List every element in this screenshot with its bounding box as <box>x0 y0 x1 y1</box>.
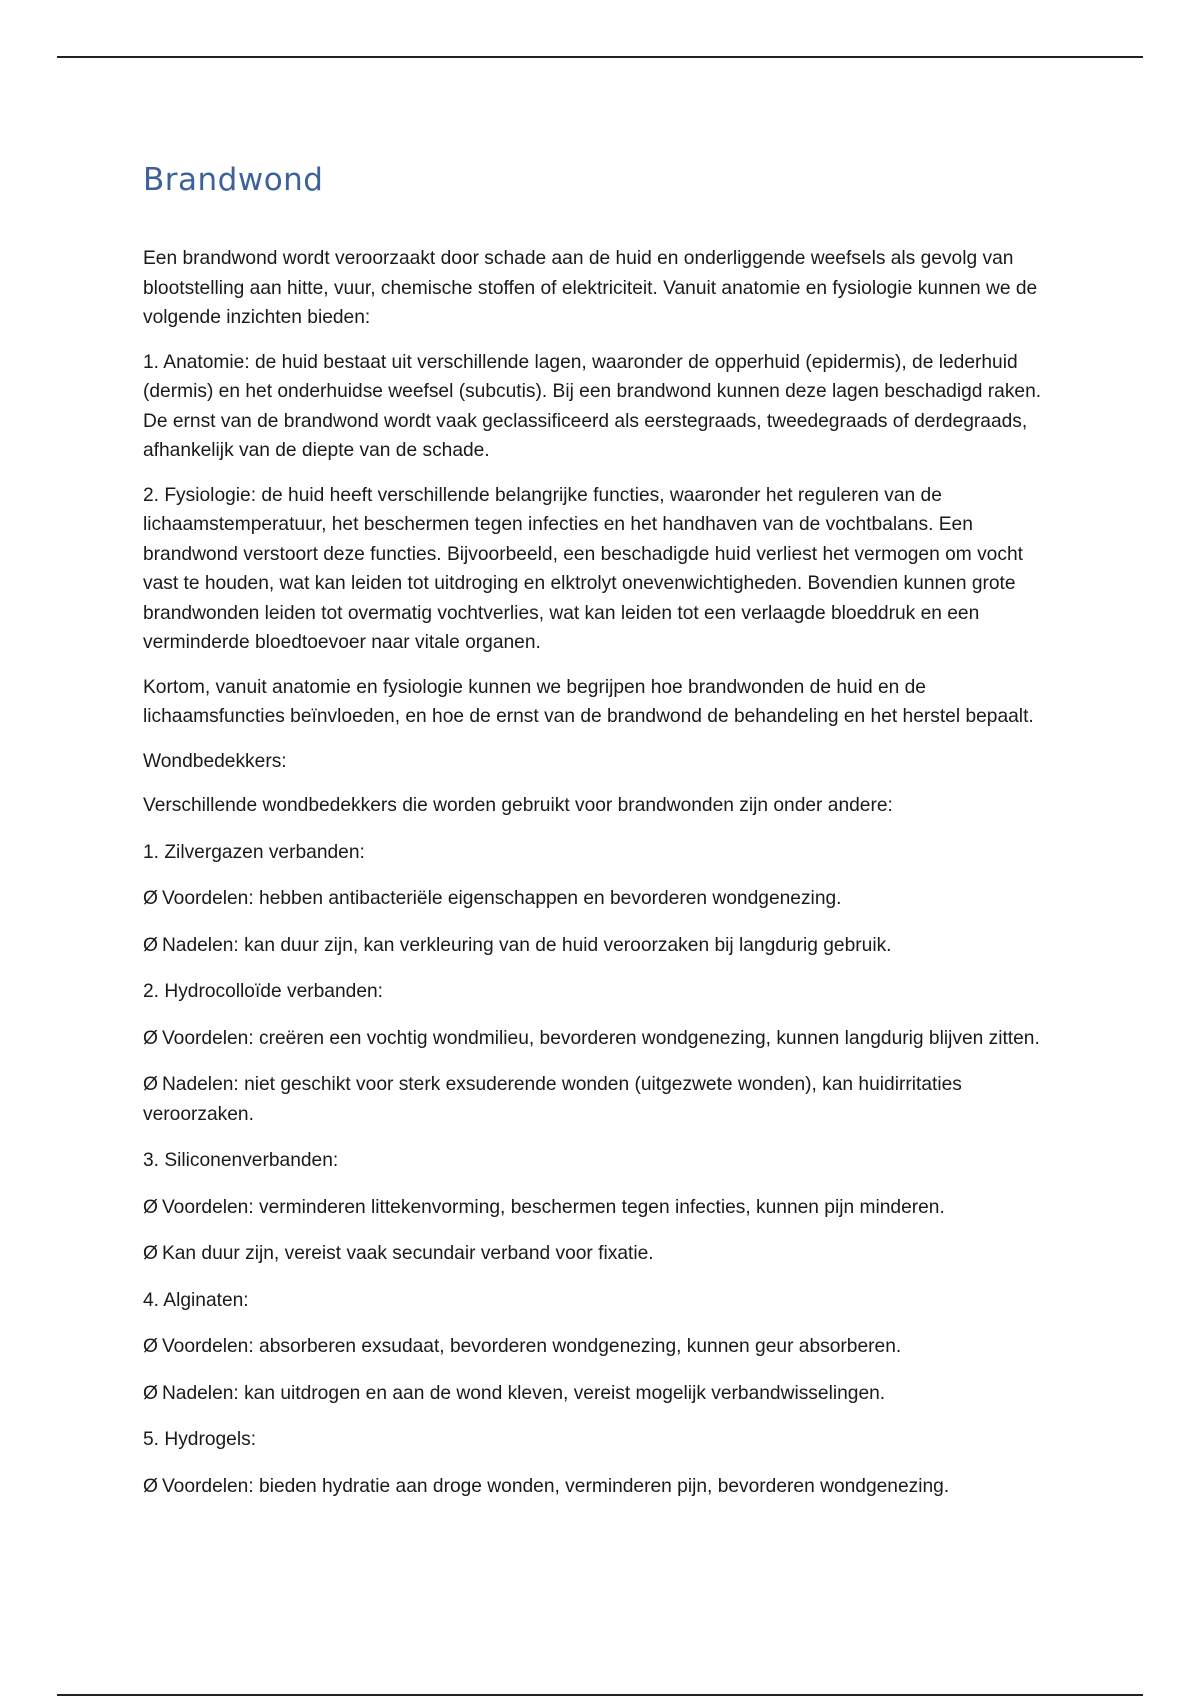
pro-text: Voordelen: hebben antibacteriële eigenschappen en bevorderen wondgenezing. <box>161 888 842 909</box>
page-title: Brandwond <box>143 162 324 198</box>
item-con-alginaten <box>143 1379 1063 1409</box>
bullet-arrow-icon: Ø <box>143 934 158 956</box>
pro-text: Voordelen: bieden hydratie aan droge wonden, verminderen pijn, bevorderen wondgenezing. <box>161 1475 950 1497</box>
item-heading-alginaten: 4. Alginaten: <box>143 1289 249 1311</box>
con-text: Nadelen: kan duur zijn, kan verkleuring van de huid veroorzaken bij langdurig gebruik. <box>161 934 892 956</box>
item-pro-zilvergazen <box>143 884 1063 914</box>
item-heading-hydrocolloide: 2. Hydrocolloïde verbanden: <box>143 981 383 1002</box>
bullet-arrow-icon: Ø <box>143 1475 158 1497</box>
dressings-heading: Wondbedekkers: <box>143 750 287 772</box>
con-text: Kan duur zijn, vereist vaak secundair verband voor fixatie. <box>161 1243 654 1264</box>
pro-text: Voordelen: absorberen exsudaat, bevorderen wondgenezing, kunnen geur absorberen. <box>161 1336 902 1357</box>
footer-rule <box>57 1694 1143 1696</box>
dressings-intro: Verschillende wondbedekkers die worden gebruikt voor brandwonden zijn onder andere: <box>143 795 893 816</box>
item-pro-alginaten <box>143 1332 1063 1362</box>
summary-paragraph: Kortom, vanuit anatomie en fysiologie kunnen we begrijpen hoe brandwonden de huid en de lichaamsfuncties beïnvloeden, en hoe de ernst van de brandwond de behandeling en het herstel bepaalt. <box>143 676 1034 727</box>
item-heading-siliconen: 3. Siliconenverbanden: <box>143 1150 339 1171</box>
item-con-hydrocolloide <box>143 1070 1063 1129</box>
pro-text: Voordelen: verminderen littekenvorming, beschermen tegen infecties, kunnen pijn minderen. <box>161 1196 945 1218</box>
document-body <box>143 244 1063 1501</box>
bullet-arrow-icon: Ø <box>143 1382 158 1404</box>
bullet-arrow-icon: Ø <box>143 1243 158 1264</box>
item-con-zilvergazen <box>143 931 1063 961</box>
bullet-arrow-icon: Ø <box>143 888 158 909</box>
item-heading-zilvergazen: 1. Zilvergazen verbanden: <box>143 841 365 863</box>
item-pro-siliconen <box>143 1193 1063 1223</box>
pro-text: Voordelen: creëren een vochtig wondmilieu, bevorderen wondgenezing, kunnen langdurig blijven zitten. <box>161 1027 1040 1049</box>
bullet-arrow-icon: Ø <box>143 1027 158 1049</box>
item-pro-hydrogels <box>143 1472 1063 1502</box>
con-text: Nadelen: niet geschikt voor sterk exsuderende wonden (uitgezwete wonden), kan huidirritaties veroorzaken. <box>143 1074 962 1125</box>
item-pro-hydrocolloide <box>143 1024 1063 1054</box>
intro-paragraph: Een brandwond wordt veroorzaakt door schade aan de huid en onderliggende weefsels als gevolg van blootstelling aan hitte, vuur, chemische stoffen of elektriciteit. Vanuit anatomie en fysiologie kunnen we de volgende inzichten bieden: <box>143 248 1038 328</box>
physiology-paragraph: 2. Fysiologie: de huid heeft verschillende belangrijke functies, waaronder het reguleren van de lichaamstemperatuur, het beschermen tegen infecties en het handhaven van de vochtbalans. Een brandwond verstoort deze functies. Bijvoorbeeld, een beschadigde huid verliest het vermogen om vocht vast te houden, wat kan leiden tot uitdroging en elktrolyt onevenwichtigheden. Bovendien kunnen grote brandwonden leiden tot overmatig vochtverlies, wat kan leiden tot een verlaagde bloeddruk en een verminderde bloedtoevoer naar vitale organen. <box>143 484 1023 653</box>
bullet-arrow-icon: Ø <box>143 1336 158 1357</box>
header-rule <box>57 56 1143 58</box>
bullet-arrow-icon: Ø <box>143 1074 158 1095</box>
item-con-siliconen <box>143 1239 1063 1269</box>
item-heading-hydrogels: 5. Hydrogels: <box>143 1429 257 1450</box>
bullet-arrow-icon: Ø <box>143 1196 158 1218</box>
document-page <box>143 160 1063 1518</box>
anatomy-paragraph: 1. Anatomie: de huid bestaat uit verschillende lagen, waaronder de opperhuid (epidermis), de lederhuid (dermis) en het onderhuidse weefsel (subcutis). Bij een brandwond kunnen deze lagen beschadigd raken. De ernst van de brandwond wordt vaak geclassificeerd als eerstegraads, tweedegraads of derdegraads, afhankelijk van de diepte van de schade. <box>143 351 1042 461</box>
con-text: Nadelen: kan uitdrogen en aan de wond kleven, vereist mogelijk verbandwisselingen. <box>161 1382 886 1404</box>
